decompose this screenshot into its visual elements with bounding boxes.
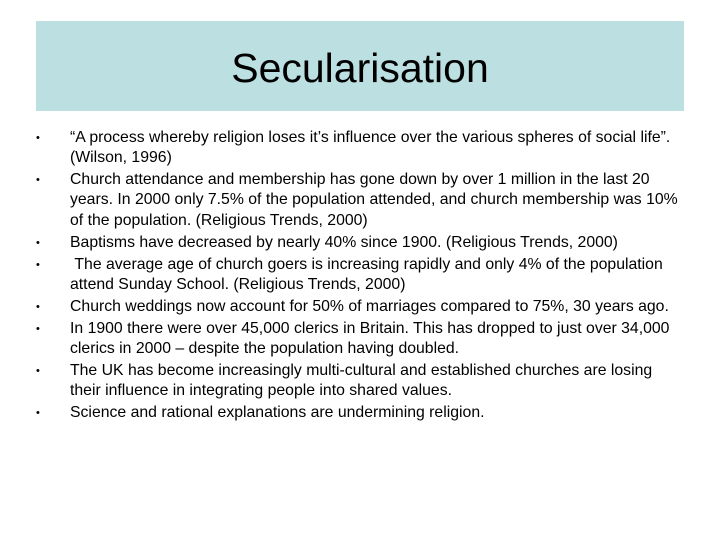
bullet-item — [36, 297, 684, 317]
slide-title: Secularisation — [231, 44, 489, 91]
bullet-icon: • — [36, 236, 40, 249]
bullet-item — [36, 319, 684, 360]
title-band — [36, 21, 684, 111]
bullet-text: “A process whereby religion loses it’s influence over the various spheres of social life”. (Wilson, 1996) — [70, 129, 671, 167]
bullet-item — [36, 233, 684, 253]
bullet-item — [36, 361, 684, 402]
bullet-icon: • — [36, 322, 40, 335]
bullet-list — [36, 128, 684, 425]
bullet-icon: • — [36, 132, 40, 144]
bullet-text: The average age of church goers is increasing rapidly and only 4% of the population attend Sunday School. (Religious Trends, 2000) — [70, 255, 668, 293]
bullet-text: In 1900 there were over 45,000 clerics in Britain. This has dropped to just over 34,000 clerics in 2000 – despite the population having doubled. — [70, 319, 670, 357]
bullet-item — [36, 128, 684, 169]
bullet-item — [36, 255, 684, 296]
bullet-text: Science and rational explanations are undermining religion. — [70, 404, 485, 422]
bullet-text: The UK has become increasingly multi-cultural and established churches are losing their influence in integrating people into shared values. — [70, 361, 653, 400]
bullet-text: Baptisms have decreased by nearly 40% since 1900. (Religious Trends, 2000) — [70, 233, 618, 251]
bullet-text: Church weddings now account for 50% of marriages compared to 75%, 30 years ago. — [70, 297, 669, 315]
bullet-icon: • — [36, 258, 40, 271]
bullet-icon: • — [36, 407, 40, 420]
bullet-icon: • — [36, 300, 40, 313]
bullet-item — [36, 403, 684, 423]
bullet-text: Church attendance and membership has gone down by over 1 million in the last 20 years. In 2000 only 7.5% of the population attended, and church membership was 10% of the population. (Religious Trends, 2000) — [70, 171, 678, 229]
bullet-icon: • — [36, 364, 40, 377]
bullet-icon: • — [36, 174, 40, 187]
bullet-item — [36, 170, 684, 231]
